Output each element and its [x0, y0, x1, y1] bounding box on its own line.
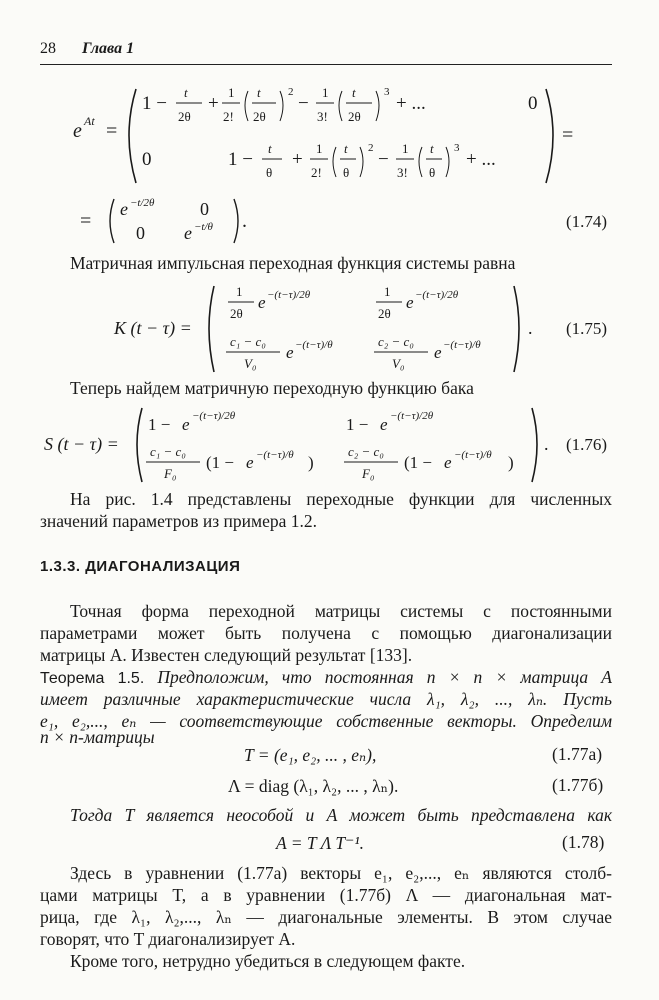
svg-text:2θ: 2θ	[378, 306, 391, 321]
equation-1-74	[0, 75, 659, 255]
svg-text:+ ...: + ...	[466, 149, 496, 170]
eq174-res-left-paren	[110, 199, 114, 243]
svg-text:e: e	[444, 453, 452, 472]
svg-text:c₂ − c₀: c₂ − c₀	[378, 334, 414, 349]
eq175-period: .	[528, 318, 533, 338]
svg-text:V₀: V₀	[244, 356, 257, 371]
svg-text:1: 1	[322, 85, 329, 100]
eq174-equals: =	[106, 120, 118, 142]
svg-text:−(t−τ)/2θ: −(t−τ)/2θ	[390, 410, 434, 422]
eq-177b: Λ = diag (λ₁, λ₂, ... , λₙ).	[228, 776, 399, 796]
eq176-m21	[146, 444, 314, 481]
svg-text:2: 2	[288, 86, 294, 98]
theorem-line1	[40, 666, 612, 690]
svg-text:1 −: 1 −	[346, 415, 369, 434]
paragraph-here-line3: рица, где λ₁, λ₂,..., λₙ — диагональные элементы. В этом случае	[40, 907, 612, 927]
eq176-number: (1.76)	[566, 435, 608, 454]
equation-1-76	[0, 402, 659, 486]
svg-text:t: t	[257, 85, 261, 100]
paragraph-moreover: Кроме того, нетрудно убедиться в следующем факте.	[70, 951, 466, 971]
theorem-line3: e₁, e₂,..., eₙ — соответствующие собственные векторы. Определим	[40, 711, 612, 731]
eq175-m22	[374, 334, 481, 371]
svg-text:e: e	[406, 293, 414, 312]
svg-text:2: 2	[368, 142, 374, 154]
eq174-res11: e	[120, 199, 128, 219]
svg-text:−(t−τ)/θ: −(t−τ)/θ	[454, 449, 492, 461]
svg-text:+: +	[292, 149, 303, 170]
svg-text:2θ: 2θ	[178, 109, 191, 124]
paragraph-here-line4: говорят, что T диагонализирует A.	[40, 929, 296, 949]
svg-text:c₁ − c₀: c₁ − c₀	[230, 334, 266, 349]
svg-text:t: t	[430, 141, 434, 156]
eq174-lhs-sup: At	[84, 114, 95, 128]
eq176-m11	[148, 410, 236, 434]
svg-text:3: 3	[454, 142, 460, 154]
theorem-label: Теорема 1.5.	[40, 670, 145, 687]
svg-text:F₀: F₀	[362, 466, 375, 481]
svg-text:(1 −: (1 −	[206, 453, 234, 472]
svg-text:3!: 3!	[397, 165, 408, 180]
paragraph-then: Тогда T является неособой и A может быть представлена как	[70, 805, 612, 825]
eq174-number: (1.74)	[566, 212, 608, 231]
paragraph-tank: Теперь найдем матричную переходную функцию бака	[70, 378, 474, 398]
svg-text:e: e	[258, 293, 266, 312]
svg-text:3!: 3!	[317, 109, 328, 124]
svg-text:+ ...: + ...	[396, 93, 426, 114]
svg-text:−(t−τ)/2θ: −(t−τ)/2θ	[192, 410, 236, 422]
svg-text:e: e	[182, 415, 190, 434]
svg-text:θ: θ	[266, 165, 273, 180]
eq174-right-bracket	[546, 89, 553, 183]
eq175-m12	[376, 284, 459, 321]
eq174-res11-sup: −t/2θ	[130, 197, 155, 209]
svg-text:t: t	[352, 85, 356, 100]
eq175-m21	[226, 334, 333, 371]
svg-text:θ: θ	[429, 165, 436, 180]
svg-text:): )	[508, 453, 514, 472]
svg-text:−(t−τ)/θ: −(t−τ)/θ	[443, 339, 481, 351]
eq174-period: .	[242, 210, 247, 232]
eq176-lhs: S (t − τ) =	[44, 434, 119, 454]
eq176-m12	[346, 410, 434, 434]
eq-177b-number: (1.77б)	[552, 775, 604, 795]
equation-1-75	[0, 276, 659, 380]
svg-text:t: t	[344, 141, 348, 156]
paragraph-fig-line2: значений параметров из примера 1.2.	[40, 511, 317, 531]
eq174-row1	[142, 85, 538, 124]
svg-text:2θ: 2θ	[230, 306, 243, 321]
paragraph-here-line1: Здесь в уравнении (1.77а) векторы e₁, e₂,..., eₙ являются столб-	[70, 863, 612, 883]
svg-text:2!: 2!	[223, 109, 234, 124]
svg-text:e: e	[246, 453, 254, 472]
svg-text:c₁ − c₀: c₁ − c₀	[150, 444, 186, 459]
svg-text:t: t	[268, 141, 272, 156]
paragraph-exact-line3: матрицы A. Известен следующий результат [133].	[40, 645, 413, 665]
eq174-r2c1: 0	[142, 149, 152, 170]
svg-text:−(t−τ)/θ: −(t−τ)/θ	[295, 339, 333, 351]
running-head	[40, 40, 134, 58]
svg-text:−(t−τ)/θ: −(t−τ)/θ	[256, 449, 294, 461]
svg-text:1 −: 1 −	[142, 93, 167, 114]
paragraph-impulse: Матричная импульсная переходная функция системы равна	[70, 253, 516, 273]
svg-text:c₂ − c₀: c₂ − c₀	[348, 444, 384, 459]
svg-text:F₀: F₀	[164, 466, 177, 481]
chapter-title: Глава 1	[82, 40, 135, 57]
eq176-m22	[344, 444, 514, 481]
svg-text:1: 1	[384, 284, 391, 299]
eq175-m11	[228, 284, 311, 321]
paragraph-fig-line1: На рис. 1.4 представлены переходные функции для численных	[70, 489, 612, 509]
eq174-equals-2: =	[562, 124, 574, 146]
svg-text:): )	[308, 453, 314, 472]
paragraph-here-line2: цами матрицы T, а в уравнении (1.77б) Λ — диагональная мат-	[40, 885, 612, 905]
eq176-right-paren	[532, 408, 537, 482]
eq174-lhs: e	[73, 120, 82, 142]
eq-177a: T = (e₁, e₂, ... , eₙ),	[244, 745, 377, 765]
eq176-left-paren	[137, 408, 142, 482]
eq174-res22-sup: −t/θ	[194, 221, 213, 233]
svg-text:1: 1	[228, 85, 235, 100]
svg-text:t: t	[184, 85, 188, 100]
eq-177a-number: (1.77a)	[552, 744, 603, 764]
eq-178-number: (1.78)	[562, 832, 605, 852]
svg-text:−: −	[378, 149, 389, 170]
svg-text:θ: θ	[343, 165, 350, 180]
theorem-text1: Предположим, что постоянная n × n × матрица A	[157, 667, 612, 687]
svg-text:−: −	[298, 93, 309, 114]
header-rule	[40, 64, 612, 65]
svg-text:1: 1	[236, 284, 243, 299]
eq174-res21: 0	[136, 223, 145, 243]
svg-text:2θ: 2θ	[253, 109, 266, 124]
svg-text:1 −: 1 −	[148, 415, 171, 434]
eq174-res12: 0	[200, 199, 209, 219]
svg-text:+: +	[208, 93, 219, 114]
section-title: 1.3.3. ДИАГОНАЛИЗАЦИЯ	[40, 558, 241, 575]
eq176-period: .	[544, 434, 549, 454]
page-number: 28	[40, 40, 56, 57]
svg-text:2!: 2!	[311, 165, 322, 180]
svg-text:(1 −: (1 −	[404, 453, 432, 472]
svg-text:3: 3	[384, 86, 390, 98]
svg-text:2θ: 2θ	[348, 109, 361, 124]
eq174-left-bracket	[129, 89, 136, 183]
eq174-equals-3: =	[80, 210, 92, 232]
eq174-res22: e	[184, 223, 192, 243]
svg-text:e: e	[380, 415, 388, 434]
svg-text:V₀: V₀	[392, 356, 405, 371]
svg-text:e: e	[434, 343, 442, 362]
eq175-left-paren	[209, 286, 214, 372]
svg-text:−(t−τ)/2θ: −(t−τ)/2θ	[267, 289, 311, 301]
paragraph-exact-line1: Точная форма переходной матрицы системы с постоянными	[70, 601, 612, 621]
theorem-line4: n × n-матрицы	[40, 727, 155, 747]
paragraph-exact-line2: параметрами может быть получена с помощью диагонализации	[40, 623, 612, 643]
eq-178: A = T Λ T⁻¹.	[276, 833, 364, 853]
eq175-right-paren	[514, 286, 519, 372]
svg-text:−(t−τ)/2θ: −(t−τ)/2θ	[415, 289, 459, 301]
eq175-number: (1.75)	[566, 319, 608, 338]
eq174-res-right-paren	[234, 199, 238, 243]
eq175-lhs: K (t − τ) =	[114, 318, 192, 338]
eq174-r1c2: 0	[528, 93, 538, 114]
eq174-row2	[142, 141, 496, 180]
svg-text:1: 1	[316, 141, 323, 156]
svg-text:1 −: 1 −	[228, 149, 253, 170]
theorem-line2: имеет различные характеристические числа λ₁, λ₂, ..., λₙ. Пусть	[40, 689, 612, 709]
svg-text:e: e	[286, 343, 294, 362]
svg-text:1: 1	[402, 141, 409, 156]
